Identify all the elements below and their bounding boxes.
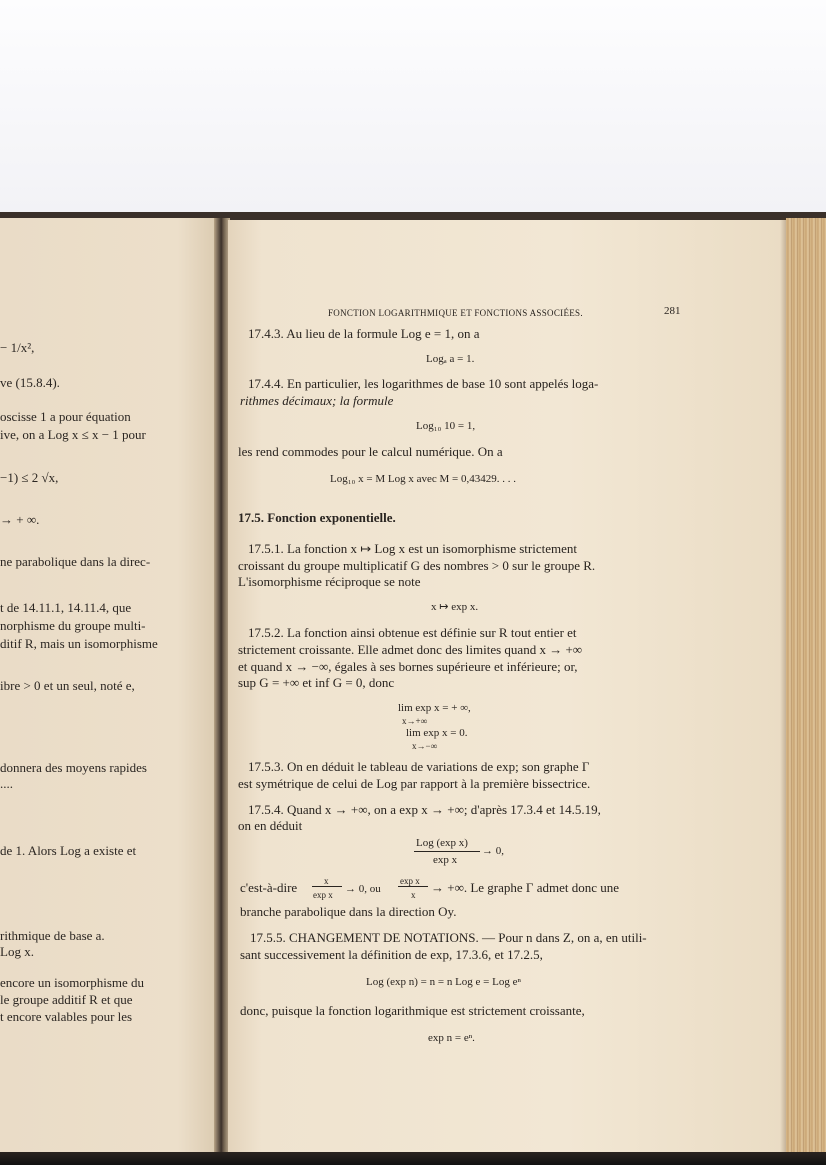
formula-subscript: x→+∞ [402, 716, 427, 726]
left-line: de 1. Alors Log a existe et [0, 843, 137, 858]
formula: lim exp x = + ∞, [398, 702, 471, 714]
fraction-denominator: x [411, 890, 416, 900]
left-line: t de 14.11.1, 14.11.4, que [0, 600, 132, 615]
page-number: 281 [664, 305, 681, 317]
fraction-numerator: exp x [400, 876, 420, 886]
left-line: ive, on a Log x ≤ x − 1 pour [0, 427, 146, 442]
formula: Log₁₀ 10 = 1, [416, 420, 476, 432]
paragraph-line: on en déduit [238, 818, 303, 833]
paragraph-line: les rend commodes pour le calcul numérique. On a [238, 444, 503, 459]
left-line: .... [0, 776, 13, 791]
fraction-denominator: exp x [433, 854, 458, 866]
section-heading: 17.5. Fonction exponentielle. [238, 510, 396, 525]
formula: Logₐ a = 1. [426, 353, 475, 365]
fraction-numerator: x [324, 876, 329, 886]
left-line: − 1/x², [0, 340, 35, 355]
bottom-shadow [0, 1152, 826, 1165]
paragraph-line: et quand x → −∞, égales à ses bornes supérieure et inférieure; or, [238, 659, 578, 674]
left-line: rithmique de base a. [0, 928, 105, 943]
paragraph-line: strictement croissante. Elle admet donc des limites quand x → +∞ [238, 642, 583, 657]
paragraph-line: sant successivement la définition de exp, 17.3.6, et 17.2.5, [240, 947, 543, 962]
paragraph-line: 17.5.3. On en déduit le tableau de variations de exp; son graphe Γ [248, 759, 590, 774]
paragraph-text: → +∞. Le graphe Γ admet donc une [431, 880, 619, 895]
left-line: oscisse 1 a pour équation [0, 409, 131, 424]
left-line: → + ∞. [0, 512, 40, 527]
paragraph-line: est symétrique de celui de Log par rapport à la première bissectrice. [238, 776, 591, 791]
formula: lim exp x = 0. [406, 727, 468, 739]
paragraph-line: 17.5.5. CHANGEMENT DE NOTATIONS. — Pour n dans Z, on a, en utili- [250, 930, 647, 945]
page-edges [786, 218, 826, 1165]
left-line: encore un isomorphisme du [0, 975, 145, 990]
fraction-denominator: exp x [313, 890, 333, 900]
left-line: ve (15.8.4). [0, 375, 60, 390]
left-line: ne parabolique dans la direc- [0, 554, 151, 569]
formula: Log₁₀ x = M Log x avec M = 0,43429. . . . [330, 473, 516, 485]
left-line: ibre > 0 et un seul, noté e, [0, 678, 135, 693]
left-line: le groupe additif R et que [0, 992, 133, 1007]
left-line: donnera des moyens rapides [0, 760, 147, 775]
paragraph-line: 17.4.4. En particulier, les logarithmes de base 10 sont appelés loga- [248, 376, 599, 391]
formula: x ↦ exp x. [431, 601, 479, 613]
left-line: −1) ≤ 2 √x, [0, 470, 59, 485]
background-surface [0, 0, 826, 215]
formula: exp n = eⁿ. [428, 1032, 475, 1044]
paragraph-text: → 0, ou [345, 883, 381, 895]
left-page [0, 218, 222, 1165]
paragraph-line: 17.5.1. La fonction x ↦ Log x est un isomorphisme strictement [248, 541, 577, 556]
left-line: ditif R, mais un isomorphisme [0, 636, 158, 651]
right-page [228, 220, 788, 1165]
paragraph-line: croissant du groupe multiplicatif G des nombres > 0 sur le groupe R. [238, 558, 596, 573]
paragraph-line: 17.4.3. Au lieu de la formule Log e = 1, on a [248, 326, 480, 341]
paragraph-line: 17.5.2. La fonction ainsi obtenue est définie sur R tout entier et [248, 625, 577, 640]
formula: Log (exp n) = n = n Log e = Log eⁿ [366, 976, 521, 988]
paragraph-line: sup G = +∞ et inf G = 0, donc [238, 675, 395, 690]
paragraph-line: branche parabolique dans la direction Oy. [240, 904, 457, 919]
left-line: norphisme du groupe multi- [0, 618, 146, 633]
paragraph-line: 17.5.4. Quand x → +∞, on a exp x → +∞; d'après 17.3.4 et 14.5.19, [248, 802, 601, 817]
fraction-numerator: Log (exp x) [416, 837, 468, 849]
paragraph-line: rithmes décimaux; la formule [240, 393, 394, 408]
left-line: t encore valables pour les [0, 1009, 133, 1024]
left-line: Log x. [0, 944, 34, 959]
paragraph-line: donc, puisque la fonction logarithmique est strictement croissante, [240, 1003, 585, 1018]
running-title: FONCTION LOGARITHMIQUE ET FONCTIONS ASSOCIÉES. [328, 308, 583, 318]
paragraph-line: L'isomorphisme réciproque se note [238, 574, 421, 589]
formula-subscript: x→−∞ [412, 741, 437, 751]
paragraph-text: c'est-à-dire [240, 880, 298, 895]
formula: → 0, [482, 845, 504, 857]
